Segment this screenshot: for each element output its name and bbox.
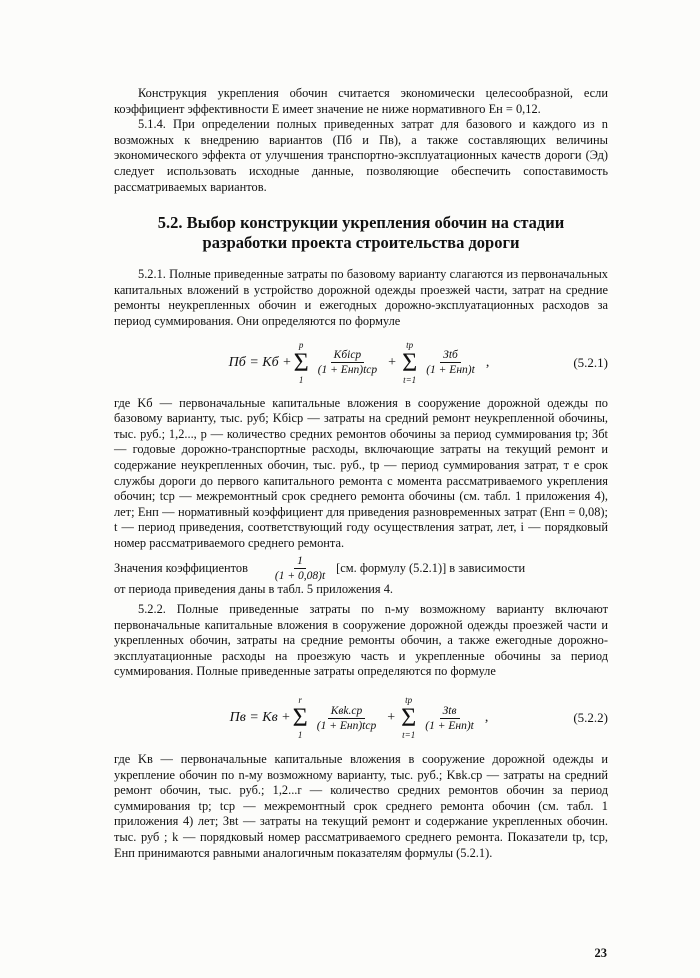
formula1-frac1 (315, 349, 380, 376)
formula1-sum1-bottom: 1 (298, 374, 304, 385)
coef-suffix: [см. формулу (5.2.1)] в зависимости (336, 561, 526, 576)
formula-5-2-2: Пв = Кв + r Σ 1 $\frac{\text{Kвk.ср}}{\text{(1 + Eнп)tср}}$ + tр Σ t=1 $\frac{\text{Зtв}}{\text{(1 + Eнп)t}}$ , (5.2.2) (229, 695, 608, 741)
formula1-number: (5.2.1) (573, 354, 608, 370)
paragraph-5-2-1: 5.2.1. Полные приведенные затраты по базовому варианту слагаются из первоначальных капитальных вложений в устройство дорожной одежды проезжей части, затрат на средние ремонты неукрепленных обочин и ежегодных дорожно-эксплуатационных расходов за период суммирования. Они определяются по формуле (114, 267, 608, 328)
formula-5-2-1: Пб = Кб + p Σ 1 $\frac{\text{Kбiср}}{\text{(1 + Eнп)tср}}$ + tр Σ t=1 $\frac{\text{Зtб}}{\text{(1 + Eнп)t}}$ , (5.2.1) (228, 339, 608, 385)
coef-fraction-den: (1 + 0,08)t (274, 570, 326, 583)
paragraph-5-1-4: 5.1.4. При определении полных приведенных затрат для базового и каждого из n возможных к внедрению вариантов (Пб и Пв), а также составляющих величины экономического эффекта от улучшения транспортно-эксплуатационных качеств дороги (Эд) следует использовать исходные данные, позволяющие обеспечить сопоставимость рассматриваемых вариантов. (114, 117, 608, 194)
formula1-lhs: Пб = Кб + (228, 354, 292, 370)
coefficient-line (114, 555, 608, 582)
formula2-sum2-bottom: t=1 (402, 730, 416, 741)
formula2-frac1-num: Kвk.ср (328, 705, 366, 719)
formula1-sum2-bottom: t=1 (403, 374, 417, 385)
formula1-frac2 (423, 349, 478, 376)
section-heading: 5.2. Выбор конструкции укрепления обочин на стадии разработки проекта строительства дороги (157, 213, 565, 253)
formula2-sum2: tр Σ t=1 (401, 695, 417, 741)
formula2-frac1-den: (1 + Eнп)tср (316, 719, 377, 732)
coef-fraction (272, 555, 328, 582)
formula2-frac2-den: (1 + Eнп)t (425, 719, 474, 732)
formula1-sum1: p Σ 1 (293, 339, 309, 385)
formula1-frac1-den: (1 + Eнп)tср (317, 364, 378, 377)
formula1-sum2: tр Σ t=1 (402, 339, 418, 385)
paragraph-efficiency: Конструкция укрепления обочин считается экономически целесообразной, если коэффициент эффективности E имеет значение не ниже нормативного Eн = 0,12. (114, 86, 608, 116)
formula2-frac1 (314, 705, 379, 732)
formula2-number: (5.2.2) (573, 710, 608, 726)
formula2-sum1-bottom: 1 (297, 730, 303, 741)
paragraph-5-2-2: 5.2.2. Полные приведенные затраты по n-му возможному варианту включают первоначальные капитальные вложения в сооружение дорожной одежды проезжей части и укрепленных обочин, затраты на средние ремонты обочин, а также ежегодные дорожно-эксплуатационные расходы на проезжую часть и укрепленные обочины за период суммирования. Полные приведенные затраты определяются по формуле (114, 602, 608, 679)
formula2-sum1: r Σ 1 (292, 695, 308, 741)
coef-prefix: Значения коэффициентов (114, 561, 248, 576)
coef-fraction-num: 1 (294, 555, 306, 569)
definitions-5-2-1: где Kб — первоначальные капитальные вложения в сооружение дорожной одежды по базовому варианту, тыс. руб; Kбiср — затраты на средний ремонт неукрепленной обочины, тыс. руб.; 1,2..., p — количество средних ремонтов обочины за период суммирования tр; Збt — годовые дорожно-транспортные расходы, включающие затраты на текущий ремонт и содержание неукрепленных обочин, тыс. руб., tр — период суммирования затрат, т е срок службы дороги до первого капитального ремонта с момента рассматриваемого укрепления обочин; tср — межремонтный срок среднего ремонта обочины (см. табл. 1 приложения 4), лет; Eнп — нормативный коэффициент для приведения разновременных затрат (Eнп = 0,08); t — период приведения, соответствующий году осуществления затрат, лет, i — порядковый номер рассматриваемого среднего ремонта. (114, 395, 608, 550)
page-number: 23 (594, 946, 607, 960)
formula1-sum1-top: p (298, 339, 304, 350)
formula2-frac2 (422, 705, 477, 732)
formula2-sum1-top: r (298, 695, 302, 706)
definitions-5-2-2: где Kв — первоначальные капитальные вложения в сооружение дорожной одежды и укрепление обочин по n-му возможному варианту, тыс. руб.; Kвk.ср — затраты на средний ремонт обочин, тыс. руб.; 1,2...r — количество средних ремонтов обочин за период суммирования tр; tср — межремонтный срок среднего ремонта обочин (см. табл. 1 приложения 4) лет; Звt — затраты на текущий ремонт и содержание укрепленных обочин. тыс. руб ; k — порядковый номер рассматриваемого среднего ремонта. Показатели tр, tср, Eнп принимаются равными аналогичным показателям формулы (5.2.1). (114, 752, 608, 860)
coef-tail: от периода приведения даны в табл. 5 приложения 4. (114, 582, 393, 597)
formula2-frac2-num: Зtв (440, 705, 460, 719)
formula1-sum2-top: tр (406, 339, 414, 350)
formula2-lhs: Пв = Кв + (229, 710, 291, 726)
formula1-frac1-num: Kбiср (331, 349, 365, 363)
formula1-frac2-num: Зtб (440, 349, 461, 363)
formula2-sum2-top: tр (405, 695, 413, 706)
formula1-frac2-den: (1 + Eнп)t (426, 364, 475, 377)
